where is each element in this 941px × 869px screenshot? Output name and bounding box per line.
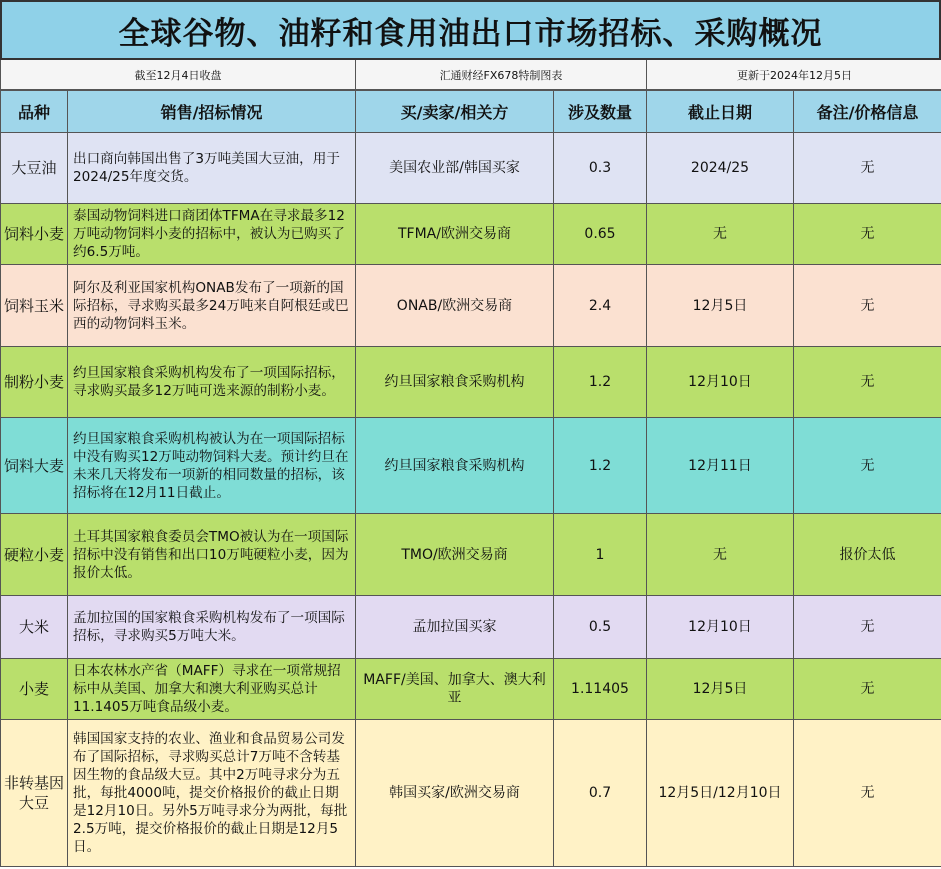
cell-description: 约旦国家粮食采购机构被认为在一项国际招标中没有购买12万吨动物饲料大麦。预计约旦在未来几天将发布一项新的相同数量的招标，该招标将在12月11日截止。: [68, 418, 356, 514]
cell-description: 韩国国家支持的农业、渔业和食品贸易公司发布了国际招标，寻求购买总计7万吨不含转基因生物的食品级大豆。其中2万吨寻求分为五批，每批4000吨，提交价格报价的截止日期是12月10日。另外5万吨寻求分为两批，每批2.5万吨，提交价格报价的截止日期是12月5日。: [68, 720, 356, 867]
cell-note: 无: [794, 133, 941, 204]
cell-note: 无: [794, 265, 941, 347]
cell-description: 约旦国家粮食采购机构发布了一项国际招标，寻求购买最多12万吨可选来源的制粉小麦。: [68, 347, 356, 418]
table-row: [1, 347, 941, 418]
table-row: [1, 659, 941, 720]
table-row: [1, 204, 941, 265]
cell-deadline: 12月10日: [647, 596, 794, 659]
cell-party: 约旦国家粮食采购机构: [356, 418, 554, 514]
cell-quantity: 2.4: [554, 265, 647, 347]
cell-quantity: 0.3: [554, 133, 647, 204]
cell-note: 无: [794, 347, 941, 418]
meta-source: 汇通财经FX678特制图表: [356, 60, 647, 90]
cell-quantity: 0.5: [554, 596, 647, 659]
header-description: 销售/招标情况: [68, 91, 356, 133]
cell-quantity: 1: [554, 514, 647, 596]
cell-description: 阿尔及利亚国家机构ONAB发布了一项新的国际招标，寻求购买最多24万吨来自阿根廷或巴西的动物饲料玉米。: [68, 265, 356, 347]
cell-kind: 大米: [1, 596, 68, 659]
cell-kind: 饲料小麦: [1, 204, 68, 265]
cell-quantity: 0.7: [554, 720, 647, 867]
cell-deadline: 12月5日/12月10日: [647, 720, 794, 867]
cell-kind: 硬粒小麦: [1, 514, 68, 596]
table-row: [1, 265, 941, 347]
table-row: [1, 418, 941, 514]
meta-update-date: 更新于2024年12月5日: [647, 60, 941, 90]
table-row: [1, 720, 941, 867]
header-deadline: 截止日期: [647, 91, 794, 133]
cell-party: ONAB/欧洲交易商: [356, 265, 554, 347]
cell-kind: 大豆油: [1, 133, 68, 204]
cell-quantity: 1.2: [554, 347, 647, 418]
table-row: [1, 514, 941, 596]
cell-deadline: 无: [647, 514, 794, 596]
table-row: [1, 133, 941, 204]
cell-description: 孟加拉国的国家粮食采购机构发布了一项国际招标，寻求购买5万吨大米。: [68, 596, 356, 659]
meta-bar: [0, 60, 941, 90]
cell-note: 无: [794, 659, 941, 720]
cell-quantity: 1.2: [554, 418, 647, 514]
cell-party: TMO/欧洲交易商: [356, 514, 554, 596]
cell-deadline: 12月10日: [647, 347, 794, 418]
cell-description: 日本农林水产省（MAFF）寻求在一项常规招标中从美国、加拿大和澳大利亚购买总计11.1405万吨食品级小麦。: [68, 659, 356, 720]
page-title: 全球谷物、油籽和食用油出口市场招标、采购概况: [0, 0, 941, 60]
cell-quantity: 1.11405: [554, 659, 647, 720]
cell-party: 约旦国家粮食采购机构: [356, 347, 554, 418]
cell-kind: 小麦: [1, 659, 68, 720]
cell-kind: 饲料玉米: [1, 265, 68, 347]
cell-deadline: 12月5日: [647, 265, 794, 347]
cell-note: 报价太低: [794, 514, 941, 596]
header-note: 备注/价格信息: [794, 91, 941, 133]
cell-kind: 非转基因大豆: [1, 720, 68, 867]
cell-description: 泰国动物饲料进口商团体TFMA在寻求最多12万吨动物饲料小麦的招标中，被认为已购买了约6.5万吨。: [68, 204, 356, 265]
table-header-row: [1, 91, 941, 133]
cell-deadline: 2024/25: [647, 133, 794, 204]
table-body: [1, 133, 941, 867]
cell-deadline: 12月5日: [647, 659, 794, 720]
table-row: [1, 596, 941, 659]
cell-description: 出口商向韩国出售了3万吨美国大豆油，用于2024/25年度交货。: [68, 133, 356, 204]
cell-party: 孟加拉国买家: [356, 596, 554, 659]
header-quantity: 涉及数量: [554, 91, 647, 133]
header-kind: 品种: [1, 91, 68, 133]
cell-note: 无: [794, 720, 941, 867]
cell-note: 无: [794, 418, 941, 514]
cell-quantity: 0.65: [554, 204, 647, 265]
cell-party: 美国农业部/韩国买家: [356, 133, 554, 204]
cell-kind: 饲料大麦: [1, 418, 68, 514]
cell-party: TFMA/欧洲交易商: [356, 204, 554, 265]
header-party: 买/卖家/相关方: [356, 91, 554, 133]
cell-description: 土耳其国家粮食委员会TMO被认为在一项国际招标中没有销售和出口10万吨硬粒小麦，因为报价太低。: [68, 514, 356, 596]
cell-party: 韩国买家/欧洲交易商: [356, 720, 554, 867]
cell-note: 无: [794, 596, 941, 659]
tender-table: [0, 90, 941, 867]
cell-note: 无: [794, 204, 941, 265]
cell-kind: 制粉小麦: [1, 347, 68, 418]
meta-cutoff-date: 截至12月4日收盘: [1, 60, 356, 90]
cell-party: MAFF/美国、加拿大、澳大利亚: [356, 659, 554, 720]
cell-deadline: 12月11日: [647, 418, 794, 514]
cell-deadline: 无: [647, 204, 794, 265]
